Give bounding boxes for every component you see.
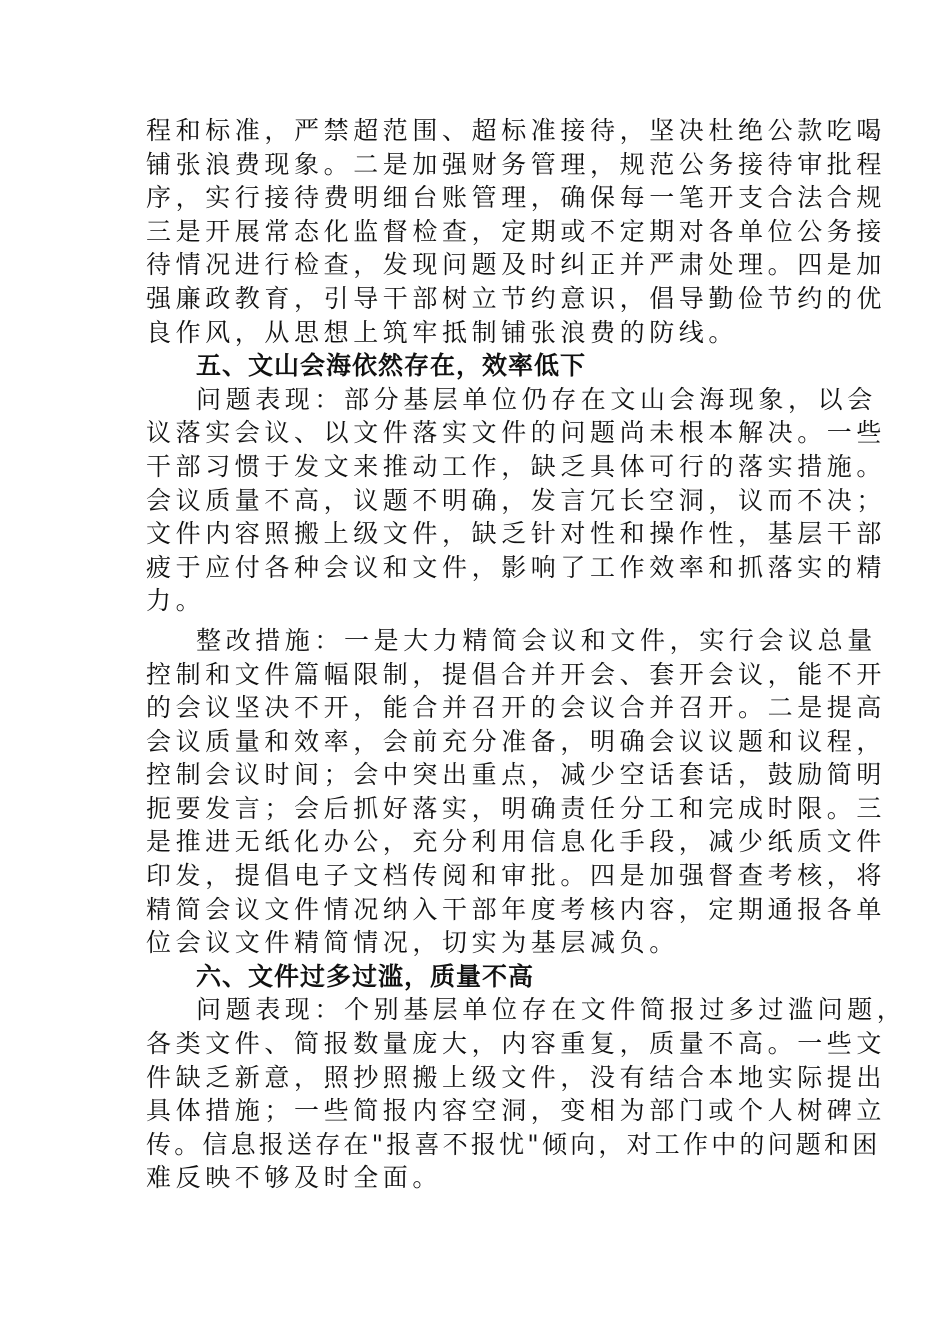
text-line: 三是开展常态化监督检查，定期或不定期对各单位公务接 — [146, 216, 887, 246]
text-line: 位会议文件精简情况，切实为基层减负。 — [146, 928, 679, 958]
text-line: 问题表现：部分基层单位仍存在文山会海现象，以会 — [196, 384, 877, 414]
text-line: 疲于应付各种会议和文件，影响了工作效率和抓落实的精 — [146, 552, 887, 582]
text-line: 控制和文件篇幅限制，提倡合并开会、套开会议，能不开 — [146, 659, 887, 689]
text-line: 整改措施：一是大力精简会议和文件，实行会议总量 — [196, 625, 877, 655]
text-line: 是推进无纸化办公，充分利用信息化手段，减少纸质文件 — [146, 827, 887, 857]
text-line: 印发，提倡电子文档传阅和审批。四是加强督查考核，将 — [146, 861, 887, 891]
text-line: 控制会议时间；会中突出重点，减少空话套话，鼓励简明 — [146, 760, 887, 790]
text-line: 会议质量不高，议题不明确，发言冗长空洞，议而不决； — [146, 485, 887, 515]
text-line: 待情况进行检查，发现问题及时纠正并严肃处理。四是加 — [146, 250, 887, 280]
text-line: 传。信息报送存在"报喜不报忧"倾向，对工作中的问题和困 — [146, 1129, 881, 1159]
text-line: 议落实会议、以文件落实文件的问题尚未根本解决。一些 — [146, 418, 887, 448]
text-line: 各类文件、简报数量庞大，内容重复，质量不高。一些文 — [146, 1029, 887, 1059]
text-line: 文件内容照搬上级文件，缺乏针对性和操作性，基层干部 — [146, 519, 887, 549]
text-line: 具体措施；一些简报内容空洞，变相为部门或个人树碑立 — [146, 1096, 887, 1126]
text-line: 力。 — [146, 586, 206, 616]
measures-paragraph — [146, 624, 887, 960]
section-heading: 六、文件过多过滥，质量不高 — [196, 961, 535, 991]
text-line: 良作风，从思想上筑牢抵制铺张浪费的防线。 — [146, 317, 739, 347]
text-line: 的会议坚决不开，能合并召开的会议合并召开。二是提高 — [146, 693, 887, 723]
text-line: 干部习惯于发文来推动工作，缺乏具体可行的落实措施。 — [146, 451, 887, 481]
text-line: 程和标准，严禁超范围、超标准接待，坚决杜绝公款吃喝 — [146, 116, 887, 145]
intro-paragraph — [146, 114, 887, 349]
text-line: 难反映不够及时全面。 — [146, 1163, 443, 1193]
text-line: 精简会议文件情况纳入干部年度考核内容，定期通报各单 — [146, 894, 887, 924]
text-line: 铺张浪费现象。二是加强财务管理，规范公务接待审批程 — [146, 149, 887, 179]
text-line: 强廉政教育，引导干部树立节约意识，倡导勤俭节约的优 — [146, 283, 887, 313]
text-line: 会议质量和效率，会前充分准备，明确会议议题和议程， — [146, 726, 887, 756]
problem-paragraph — [146, 383, 887, 618]
text-line: 序，实行接待费明细台账管理，确保每一笔开支合法合规 — [146, 183, 887, 213]
text-line: 问题表现：个别基层单位存在文件简报过多过滥问题， — [196, 995, 907, 1025]
text-line: 扼要发言；会后抓好落实，明确责任分工和完成时限。三 — [146, 793, 887, 823]
text-line: 件缺乏新意，照抄照搬上级文件，没有结合本地实际提出 — [146, 1062, 887, 1092]
document-page — [146, 114, 907, 1195]
problem-paragraph — [146, 993, 907, 1195]
section-heading: 五、文山会海依然存在，效率低下 — [196, 351, 587, 381]
